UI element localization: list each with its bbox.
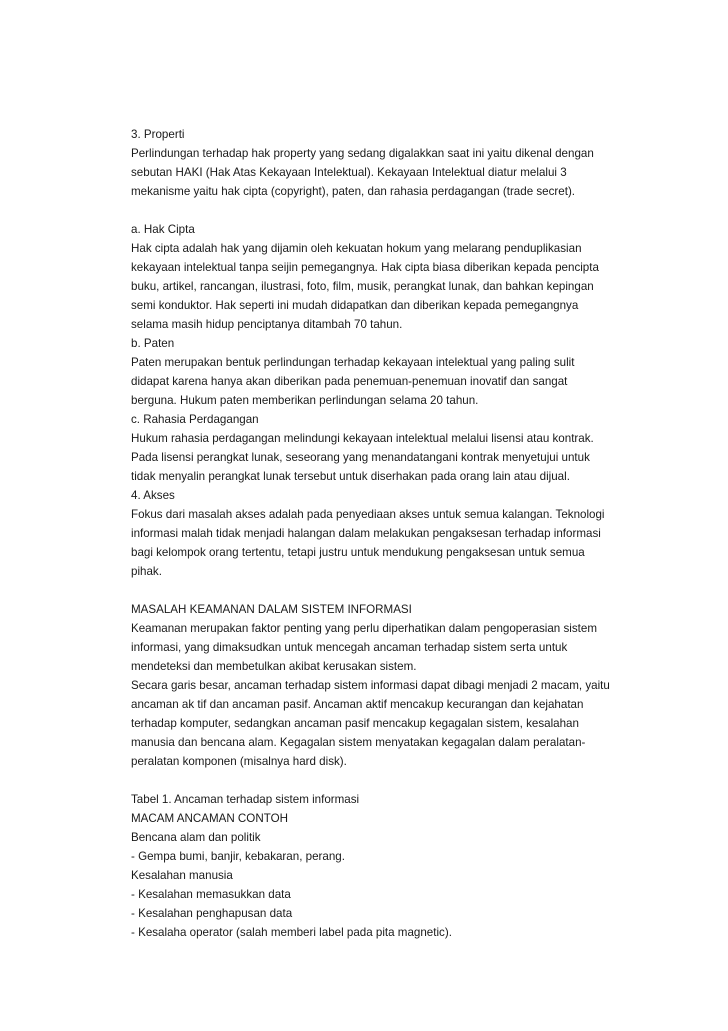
heading-paten: b. Paten [131, 337, 175, 350]
table-category: Kesalahan manusia [131, 869, 233, 882]
table-example: - Kesalaha operator (salah memberi label pada pita magnetic). [131, 926, 452, 939]
paragraph-line: berguna. Hukum paten memberikan perlindungan selama 20 tahun. [131, 394, 479, 407]
table-category: Bencana alam dan politik [131, 831, 261, 844]
paragraph-line: Secara garis besar, ancaman terhadap sistem informasi dapat dibagi menjadi 2 macam, yaitu [131, 679, 610, 692]
paragraph-line: sebutan HAKI (Hak Atas Kekayaan Intelektual). Kekayaan Intelektual diatur melalui 3 [131, 166, 567, 179]
paragraph-line: mekanisme yaitu hak cipta (copyright), paten, dan rahasia perdagangan (trade secret). [131, 185, 576, 198]
paragraph-line: buku, artikel, rancangan, ilustrasi, foto, film, musik, perangkat lunak, dan bahkan kepingan [131, 280, 594, 293]
paragraph-line: pihak. [131, 565, 162, 578]
paragraph-line: kekayaan intelektual tanpa seijin pemegangnya. Hak cipta biasa diberikan kepada pencipta [131, 261, 599, 274]
table-caption: Tabel 1. Ancaman terhadap sistem informasi [131, 793, 360, 806]
paragraph-line: informasi malah tidak menjadi halangan dalam melakukan pengaksesan terhadap informasi [131, 527, 601, 540]
paragraph-line: mendeteksi dan membetulkan akibat kerusakan sistem. [131, 660, 417, 673]
paragraph-line: peralatan komponen (misalnya hard disk). [131, 755, 347, 768]
paragraph-line: Pada lisensi perangkat lunak, seseorang yang menandatangani kontrak menyetujui untuk [131, 451, 590, 464]
paragraph-line: manusia dan bencana alam. Kegagalan sistem menyatakan kegagalan dalam peralatan- [131, 736, 586, 749]
blank-line [131, 581, 651, 600]
paragraph-line: terhadap komputer, sedangkan ancaman pasif mencakup kegagalan sistem, kesalahan [131, 717, 579, 730]
blank-line [131, 771, 651, 790]
paragraph-line: Fokus dari masalah akses adalah pada penyediaan akses untuk semua kalangan. Teknologi [131, 508, 605, 521]
paragraph-line: tidak menyalin perangkat lunak tersebut untuk diserhakan pada orang lain atau dijual. [131, 470, 570, 483]
heading-rahasia-perdagangan: c. Rahasia Perdagangan [131, 413, 259, 426]
table-header: MACAM ANCAMAN CONTOH [131, 812, 288, 825]
paragraph-line: Keamanan merupakan faktor penting yang perlu diperhatikan dalam pengoperasian sistem [131, 622, 597, 635]
blank-line [131, 201, 651, 220]
paragraph-line: selama masih hidup penciptanya ditambah 70 tahun. [131, 318, 403, 331]
table-example: - Gempa bumi, banjir, kebakaran, perang. [131, 850, 345, 863]
table-example: - Kesalahan penghapusan data [131, 907, 293, 920]
heading-hak-cipta: a. Hak Cipta [131, 223, 195, 236]
paragraph-line: Perlindungan terhadap hak property yang sedang digalakkan saat ini yaitu dikenal dengan [131, 147, 594, 160]
heading-properti: 3. Properti [131, 128, 185, 141]
document-body [131, 125, 651, 942]
paragraph-line: semi konduktor. Hak seperti ini mudah didapatkan dan diberikan kepada pemegangnya [131, 299, 579, 312]
paragraph-line: Hukum rahasia perdagangan melindungi kekayaan intelektual melalui lisensi atau kontrak. [131, 432, 594, 445]
heading-akses: 4. Akses [131, 489, 175, 502]
table-example: - Kesalahan memasukkan data [131, 888, 291, 901]
paragraph-line: Hak cipta adalah hak yang dijamin oleh kekuatan hokum yang melarang penduplikasian [131, 242, 582, 255]
paragraph-line: ancaman ak tif dan ancaman pasif. Ancaman aktif mencakup kecurangan dan kejahatan [131, 698, 584, 711]
paragraph-line: bagi kelompok orang tertentu, tetapi justru untuk mendukung pengaksesan untuk semua [131, 546, 585, 559]
heading-masalah-keamanan: MASALAH KEAMANAN DALAM SISTEM INFORMASI [131, 603, 412, 616]
paragraph-line: didapat karena hanya akan diberikan pada penemuan-penemuan inovatif dan sangat [131, 375, 568, 388]
paragraph-line: informasi, yang dimaksudkan untuk mencegah ancaman terhadap sistem serta untuk [131, 641, 568, 654]
paragraph-line: Paten merupakan bentuk perlindungan terhadap kekayaan intelektual yang paling sulit [131, 356, 575, 369]
